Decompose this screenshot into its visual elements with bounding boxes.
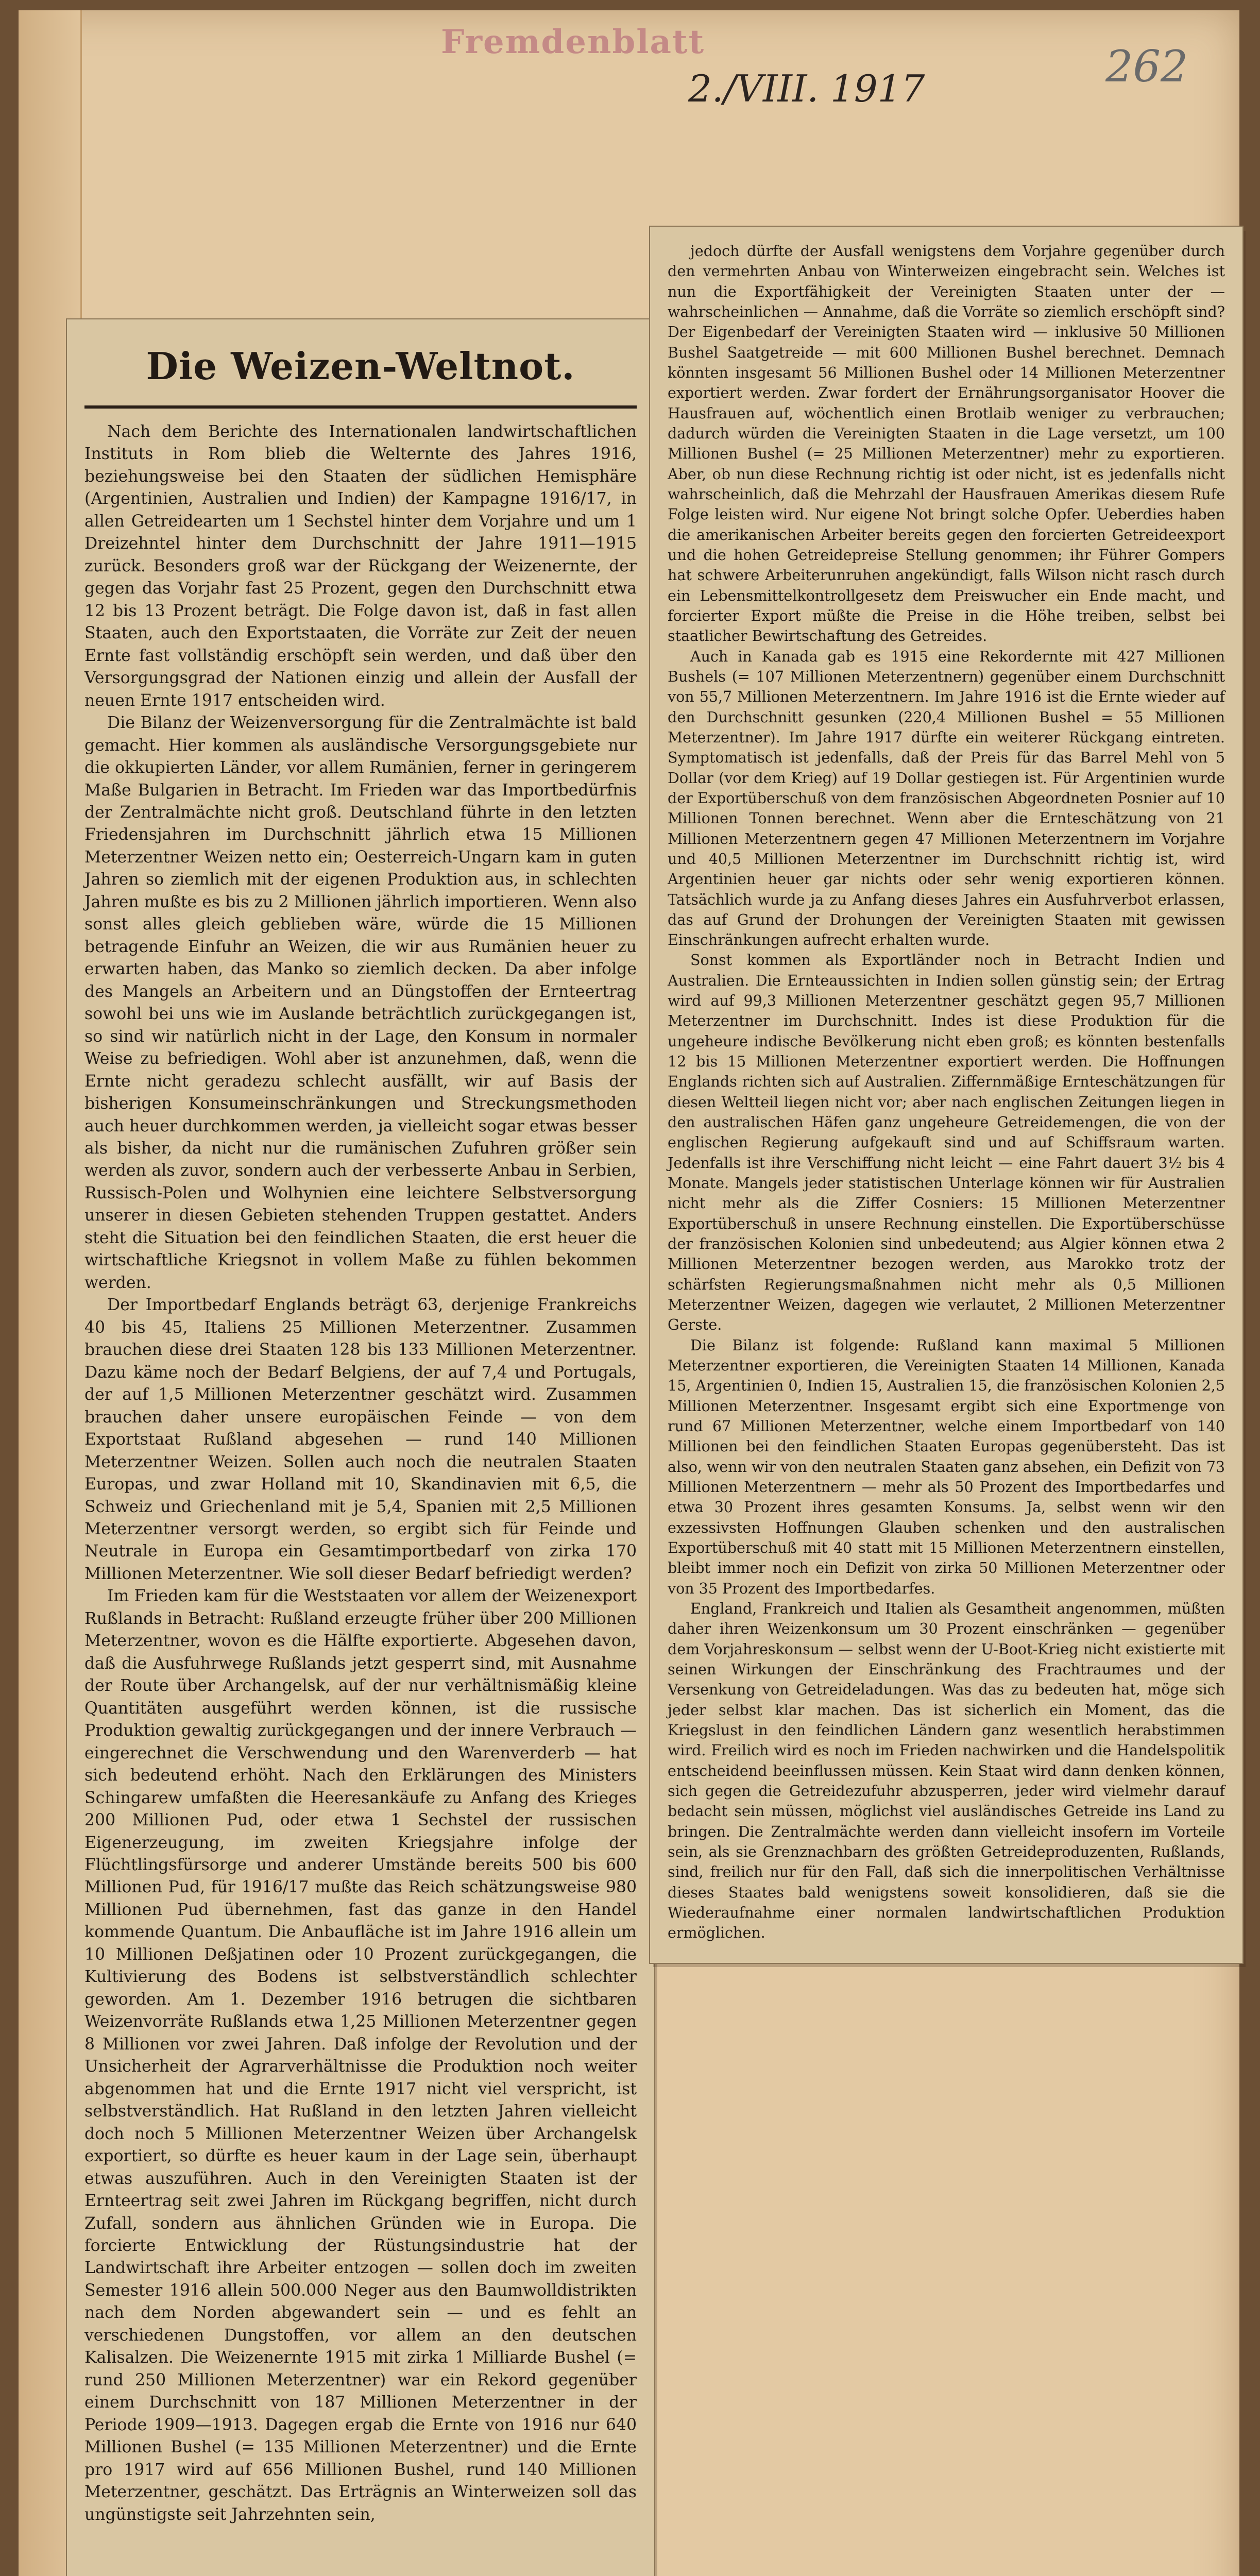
col2-paragraph-2: Auch in Kanada gab es 1915 eine Rekordernte mit 427 Millionen Bushels (= 107 Millionen Meterzentnern) gegenüber einem Durchschnitt von 55,7 Millionen Meterzentnern. Im Jahre 1916 ist die Ernte wieder auf den Durchschnitt gesunken (220,4 Millionen Bushel = 55 Millionen Meterzentner). Im Jahre 1917 dürfte ein weiterer Rückgang eintreten. Symptomatisch ist jedenfalls, daß der Preis für das Barrel Mehl von 5 Dollar (vor dem Krieg) auf 19 Dollar gestiegen ist. Für Argentinien wurde der Exportüberschuß von dem französischen Abgeordneten Posnier auf 10 Millionen Tonnen berechnet. Wenn aber die Ernteschätzung von 21 Millionen Meterzentnern gegen 47 Millionen Meterzentnern im Vorjahre und 40,5 Millionen Meterzentner im Durchschnitt richtig ist, wird Argentinien heuer gar nichts oder sehr wenig exportieren können. Tatsächlich wurde ja zu Anfang dieses Jahres ein Ausfuhrverbot erlassen, das auf Grund der Drohungen der Vereinigten Staaten mit gewissen Einschränkungen aufrecht erhalten wurde. [668, 648, 1225, 949]
newspaper-masthead-stamp: Fremdenblatt [441, 23, 705, 61]
col2-paragraph-1: jedoch dürfte der Ausfall wenigstens dem Vorjahre gegenüber durch den vermehrten Anbau von Winterweizen eingebracht sein. Welches ist nun die Exportfähigkeit der Vereinigten Staaten unter der — wahrscheinlichen — Annahme, daß die Vorräte so ziemlich erschöpft sind? Der Eigenbedarf der Vereinigten Staaten wird — inklusive 50 Millionen Bushel Saatgetreide — mit 600 Millionen Bushel berechnet. Demnach könnten insgesamt 56 Millionen Bushel oder 14 Millionen Meterzentner exportiert werden. Zwar fordert der Ernährungsorganisator Hoover die Hausfrauen auf, wöchentlich einen Brotlaib weniger zu verbrauchen; dadurch würden die Vereinigten Staaten in die Lage versetzt, um 100 Millionen Bushel (= 25 Millionen Meterzentner) mehr zu exportieren. Aber, ob nun diese Rechnung richtig ist oder nicht, ist es jedenfalls nicht wahrscheinlich, daß die Mehrzahl der Hausfrauen Amerikas diesem Rufe Folge leisten wird. Nur eigene Not bringt solche Opfer. Ueberdies haben die amerikanischen Arbeiter bereits gegen den forcierten Getreideexport und die hohen Getreidepreise Stellung genommen; ihr Führer Gompers hat schwere Arbeiterunruhen angekündigt, falls Wilson nicht rasch durch ein Lebensmittelkontrollgesetz dem Preiswucher ein Ende macht, und forcierter Export müßte die Preise in die Höhe treiben, selbst bei staatlicher Bewirtschaftung des Getreides. [668, 243, 1225, 645]
col1-paragraph-3: Der Importbedarf Englands beträgt 63, derjenige Frankreichs 40 bis 45, Italiens 25 Millionen Meterzentner. Zusammen brauchen diese drei Staaten 128 bis 133 Millionen Meterzentner. Dazu käme noch der Bedarf Belgiens, der auf 7,4 und Portugals, der auf 1,5 Millionen Meterzentner geschätzt wird. Zusammen brauchen daher unsere europäischen Feinde — von dem Exportstaat Rußland abgesehen — rund 140 Millionen Meterzentner Weizen. Sollen auch noch die neutralen Staaten Europas, und zwar Holland mit 10, Skandinavien mit 6,5, die Schweiz und Griechenland mit je 5,4, Spanien mit 2,5 Millionen Meterzentner versorgt werden, so ergibt sich für Feinde und Neutrale in Europa ein Gesamtimportbedarf von zirka 170 Millionen Meterzentner. Wie soll dieser Bedarf befriedigt werden? [84, 1296, 637, 1583]
col1-paragraph-4: Im Frieden kam für die Weststaaten vor allem der Weizenexport Rußlands in Betracht: Rußland erzeugte früher über 200 Millionen Meterzentner, wovon es die Hälfte exportierte. Abgesehen davon, daß die Ausfuhrwege Rußlands jetzt gesperrt sind, mit Ausnahme der Route über Archangelsk, auf der nur verhältnismäßig kleine Quantitäten ausgeführt werden können, ist die russische Produktion gewaltig zurückgegangen und der innere Verbrauch — eingerechnet die Verschwendung und den Warenverderb — hat sich bedeutend erhöht. Nach den Erklärungen des Ministers Schingarew umfaßten die Heeresankäufe zu Anfang des Krieges 200 Millionen Pud, oder etwa 1 Sechstel der russischen Eigenerzeugung, im zweiten Kriegsjahre infolge der Flüchtlingsfürsorge und anderer Umstände bereits 500 bis 600 Millionen Pud, für 1916/17 mußte das Reich schätzungsweise 980 Millionen Pud übernehmen, fast das ganze in den Handel kommende Quantum. Die Anbaufläche ist im Jahre 1916 allein um 10 Millionen Deßjatinen oder 10 Prozent zurückgegangen, die Kultivierung des Bodens ist selbstverständlich schlechter geworden. Am 1. Dezember 1916 betrugen die sichtbaren Weizenvorräte Rußlands etwa 1,25 Millionen Meterzentner gegen 8 Millionen vor zwei Jahren. Daß infolge der Revolution und der Unsicherheit der Agrarverhältnisse die Produktion noch weiter abgenommen hat und die Ernte 1917 nicht viel verspricht, ist selbstverständlich. Hat Rußland in den letzten Jahren vielleicht doch noch 5 Millionen Meterzentner Weizen über Archangelsk exportiert, so dürfte es heuer kaum in der Lage sein, überhaupt etwas auszuführen. Auch in den Vereinigten Staaten ist der Ernteertrag seit zwei Jahren im Rückgang begriffen, nicht durch Zufall, sondern aus ähnlichen Gründen wie in Europa. Die forcierte Entwicklung der Rüstungsindustrie hat der Landwirtschaft ihre Arbeiter entzogen — sollen doch im zweiten Semester 1916 allein 500.000 Neger aus den Baumwolldistrikten nach dem Norden abgewandert sein — und es fehlt an verschiedenen Dungstoffen, vor allem an den deutschen Kalisalzen. Die Weizenernte 1915 mit zirka 1 Milliarde Bushel (= rund 250 Millionen Meterzentner) war ein Rekord gegenüber einem Durchschnitt von 187 Millionen Meterzentner in der Periode 1909—1913. Dagegen ergab die Ernte von 1916 nur 640 Millionen Bushel (= 135 Millionen Meterzentner) und die Ernte pro 1917 wird auf 656 Millionen Bushel, rund 140 Millionen Meterzentner, geschätzt. Das Erträgnis an Winterweizen soll das ungünstigste seit Jahrzehnten sein, [84, 1587, 637, 2524]
clipping-column-2 [650, 227, 1242, 1963]
col1-paragraph-1: Nach dem Berichte des Internationalen landwirtschaftlichen Instituts in Rom blieb die Welternte des Jahres 1916, beziehungsweise bei den Staaten der südlichen Hemisphäre (Argentinien, Australien und Indien) der Kampagne 1916/17, in allen Getreidearten um 1 Sechstel hinter dem Vorjahre und um 1 Dreizehntel hinter dem Durchschnitt der Jahre 1911—1915 zurück. Besonders groß war der Rückgang der Weizenernte, der gegen das Vorjahr fast 25 Prozent, gegen den Durchschnitt etwa 12 bis 13 Prozent beträgt. Die Folge davon ist, daß in fast allen Staaten, auch den Exportstaaten, die Vorräte zur Zeit der neuen Ernte fast vollständig erschöpft sein werden, und daß über den Versorgungsgrad der Nationen einzig und allein der Ausfall der neuen Ernte 1917 entscheiden wird. [84, 422, 637, 710]
clipping-column-1 [67, 319, 654, 2576]
col2-paragraph-4: Die Bilanz ist folgende: Rußland kann maximal 5 Millionen Meterzentner exportieren, die Vereinigten Staaten 14 Millionen, Kanada 15, Argentinien 0, Indien 15, Australien 15, die französischen Kolonien 2,5 Millionen Meterzentner. Insgesamt ergibt sich eine Exportmenge von rund 67 Millionen Meterzentner, welche einem Importbedarf von 140 Millionen bei den feindlichen Staaten Europas gegenübersteht. Das ist also, wenn wir von den neutralen Staaten ganz absehen, ein Defizit von 73 Millionen Meterzentnern — mehr als 50 Prozent des Importbedarfes und etwa 30 Prozent ihres gesamten Konsums. Ja, selbst wenn wir den exzessivsten Hoffnungen Glauben schenken und den australischen Exportüberschuß mit 40 statt mit 15 Millionen Meterzentnern einstellen, bleibt immer noch ein Defizit von zirka 50 Millionen Meterzentner oder von 35 Prozent des Importbedarfes. [668, 1336, 1225, 1597]
archive-number: 262 [1105, 41, 1188, 92]
handwritten-date: 2./VIII. 1917 [688, 67, 925, 110]
col1-paragraph-2: Die Bilanz der Weizenversorgung für die Zentralmächte ist bald gemacht. Hier kommen als ausländische Versorgungsgebiete nur die okkupierten Länder, vor allem Rumänien, ferner in geringerem Maße Bulgarien in Betracht. Im Frieden war das Importbedürfnis der Zentralmächte nicht groß. Deutschland führte in den letzten Friedensjahren im Durchschnitt jährlich etwa 15 Millionen Meterzentner Weizen netto ein; Oesterreich-Ungarn kam in guten Jahren so ziemlich mit der eigenen Produktion aus, in schlechten Jahren mußte es bis zu 2 Millionen jährlich importieren. Wenn also sonst alles gleich geblieben wäre, würde die 15 Millionen betragende Einfuhr an Weizen, die wir aus Rumänien heuer zu erwarten haben, das Manko so ziemlich decken. Da aber infolge des Mangels an Arbeitern und an Düngstoffen der Ernteertrag sowohl bei uns wie im Auslande beträchtlich zurückgegangen ist, so sind wir natürlich nicht in der Lage, den Konsum in normaler Weise zu befriedigen. Wohl aber ist anzunehmen, daß, wenn die Ernte nicht geradezu schlecht ausfällt, wir auf Basis der bisherigen Konsumeinschränkungen und Streckungsmethoden auch heuer durchkommen werden, ja vielleicht sogar etwas besser als bisher, da nicht nur die rumänischen Zufuhren größer sein werden als zuvor, sondern auch der verbesserte Anbau in Serbien, Russisch-Polen und Wolhynien eine leichtere Selbstversorgung unserer in diesen Gebieten stehenden Truppen gestattet. Anders steht die Situation bei den feindlichen Staaten, die erst heuer die wirtschaftliche Kriegsnot in vollem Maße zu fühlen bekommen werden. [84, 714, 637, 1292]
headline-rule [84, 405, 637, 409]
col2-paragraph-5: England, Frankreich und Italien als Gesamtheit angenommen, müßten daher ihren Weizenkonsum um 30 Prozent einschränken — gegenüber dem Vorjahreskonsum — selbst wenn der U-Boot-Krieg nicht existierte mit seinen Wirkungen der Einschränkung des Frachtraumes und der Versenkung von Getreideladungen. Was das zu bedeuten hat, möge sich jeder selbst klar machen. Das ist sicherlich ein Moment, das die Kriegslust in den feindlichen Ländern ganz wesentlich herabstimmen wird. Freilich wird es noch im Frieden nachwirken und die Handelspolitik entscheidend beeinflussen müssen. Kein Staat wird dann denken können, sich gegen die Getreidezufuhr abzusperren, jeder wird vielmehr darauf bedacht sein müssen, möglichst viel ausländisches Getreide ins Land zu bringen. Die Zentralmächte werden dann vielleicht insofern im Vorteile sein, als sie Grenznachbarn des größten Getreideproduzenten, Rußlands, sind, freilich nur für den Fall, daß sich die innerpolitischen Verhältnisse dieses Staates bald wenigstens soweit konsolidieren, daß sie die Wiederaufnahme einer normalen landwirtschaftlichen Produktion ermöglichen. [668, 1600, 1225, 1942]
article-headline: Die Weizen-Weltnot. [146, 344, 575, 388]
col2-paragraph-3: Sonst kommen als Exportländer noch in Betracht Indien und Australien. Die Ernteaussichten in Indien sollen günstig sein; der Ertrag wird auf 99,3 Millionen Meterzentner geschätzt gegen 95,7 Millionen Meterzentner im Durchschnitt. Indes ist diese Produktion für die ungeheure indische Bevölkerung nicht eben groß; es könnten bestenfalls 12 bis 15 Millionen Meterzentner exportiert werden. Die Hoffnungen Englands richten sich auf Australien. Ziffernmäßige Ernteschätzungen für diesen Weltteil liegen nicht vor; aber nach englischen Zeitungen liegen in den australischen Häfen ganz ungeheure Getreidemengen, die von der englischen Regierung aufgekauft sind und auf Schiffsraum warten. Jedenfalls ist ihre Verschiffung nicht leicht — eine Fahrt dauert 3½ bis 4 Monate. Mangels jeder statistischen Unterlage können wir für Australien nicht mehr als die Ziffer Cosniers: 15 Millionen Meterzentner Exportüberschuß in unsere Rechnung einstellen. Die Exportüberschüsse der französischen Kolonien sind unbedeutend; aus Algier können etwa 2 Millionen Meterzentner bezogen werden, aus Marokko trotz der schärfsten Regierungsmaßnahmen nicht mehr als 0,5 Millionen Meterzentner Weizen, dagegen wie verlautet, 2 Millionen Meterzentner Gerste. [668, 952, 1225, 1334]
